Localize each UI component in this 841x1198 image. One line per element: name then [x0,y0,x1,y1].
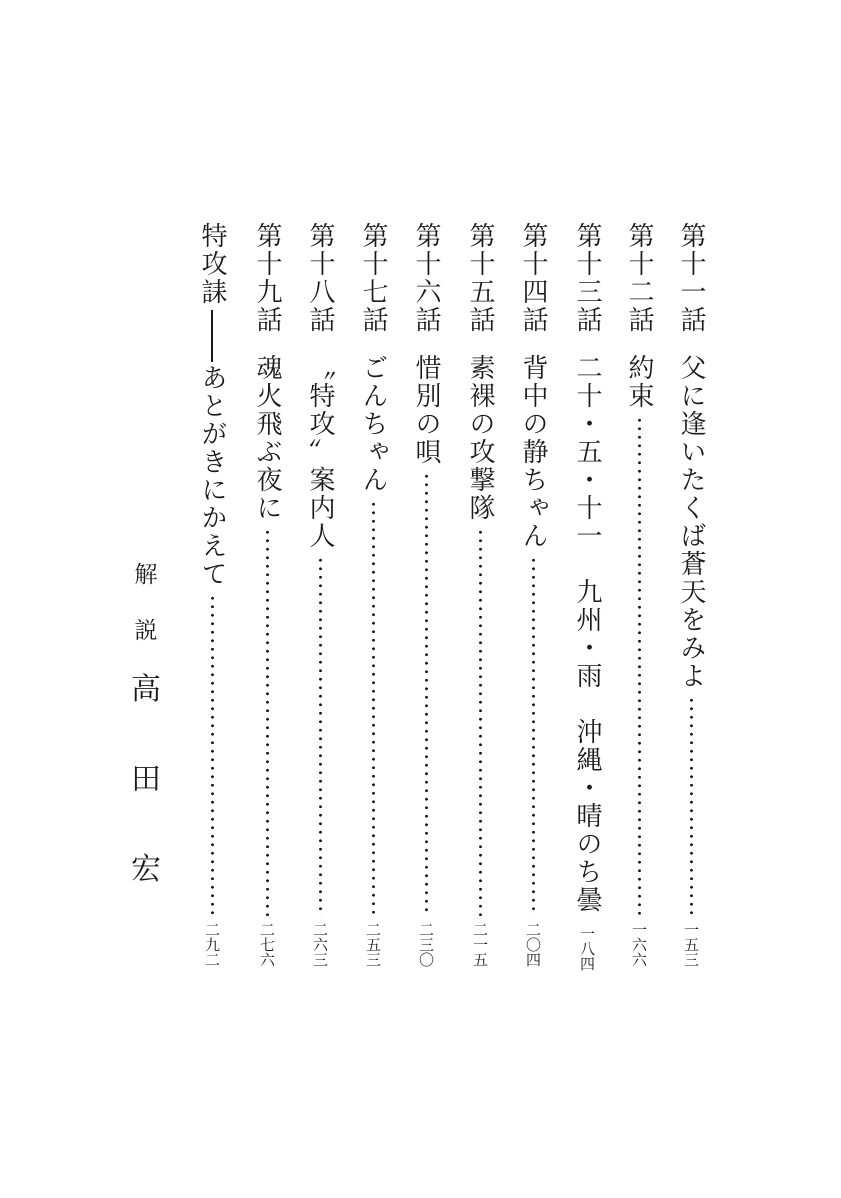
dot-leader [690,696,693,916]
chapter-title: 〝特攻〟案内人 [305,354,335,550]
commentary-entry[interactable] [126,558,166,940]
dot-leader [638,416,641,916]
chapter-title: 背中の静ちゃん [518,354,548,550]
page-number: 二六三 [311,922,329,967]
page-number: 二〇四 [524,922,542,967]
chapter-label: 第十八話 [305,222,335,334]
dot-leader [425,472,428,916]
chapter-title: ごんちゃん [358,354,388,494]
page-number: 一五三 [682,922,700,967]
toc-entry-16[interactable] [406,222,446,967]
toc-entry-final[interactable] [192,222,232,967]
chapter-label: 第十六話 [411,222,441,334]
chapter-title: 二十・五・十一 九州・雨 沖縄・晴のち曇 [572,354,602,914]
page-number: 二五三 [364,922,382,967]
chapter-label: 第十三話 [572,222,602,334]
toc-entry-15[interactable] [460,222,500,967]
commentary-author-char: 田 [131,762,161,797]
dot-leader [532,556,535,916]
page-number: 一六六 [630,922,648,967]
toc-entry-19[interactable] [247,222,287,967]
commentary-label-char: 説 [134,618,158,644]
page-number: 一八四 [578,926,596,971]
dot-leader [211,594,214,916]
chapter-title: 惜別の唄 [411,354,441,466]
chapter-title: 魂火飛ぶ夜に [252,354,282,522]
chapter-label: 第十二話 [624,222,654,334]
dot-leader [266,528,269,916]
chapter-label: 第十九話 [252,222,282,334]
chapter-title: 父に逢いたくば蒼天をみよ [676,354,706,690]
chapter-label: 第十五話 [465,222,495,334]
dot-leader [319,556,322,916]
toc-entry-13[interactable] [567,222,607,971]
commentary-author-char: 宏 [131,852,161,887]
dash-separator [211,310,213,362]
toc-entry-11[interactable] [671,222,711,967]
chapter-label: 第十七話 [358,222,388,334]
toc-entry-12[interactable] [619,222,659,967]
toc-entry-14[interactable] [513,222,553,967]
chapter-title: 素裸の攻撃隊 [465,354,495,522]
dot-leader [372,500,375,916]
toc-entry-18[interactable] [300,222,340,967]
chapter-label: 第十四話 [518,222,548,334]
chapter-label: 第十一話 [676,222,706,334]
commentary-label-char: 解 [134,562,158,588]
page-number: 二九二 [203,922,221,967]
page-number: 二三〇 [417,922,435,967]
chapter-title: あとがきにかえて [197,364,227,588]
chapter-label: 特攻誄 [197,222,227,306]
dot-leader [479,528,482,916]
toc-entry-17[interactable] [353,222,393,967]
chapter-title: 約束 [624,354,654,410]
commentary-author-char: 高 [131,672,161,707]
page-number: 二七六 [258,922,276,967]
page-number: 二一五 [471,922,489,967]
